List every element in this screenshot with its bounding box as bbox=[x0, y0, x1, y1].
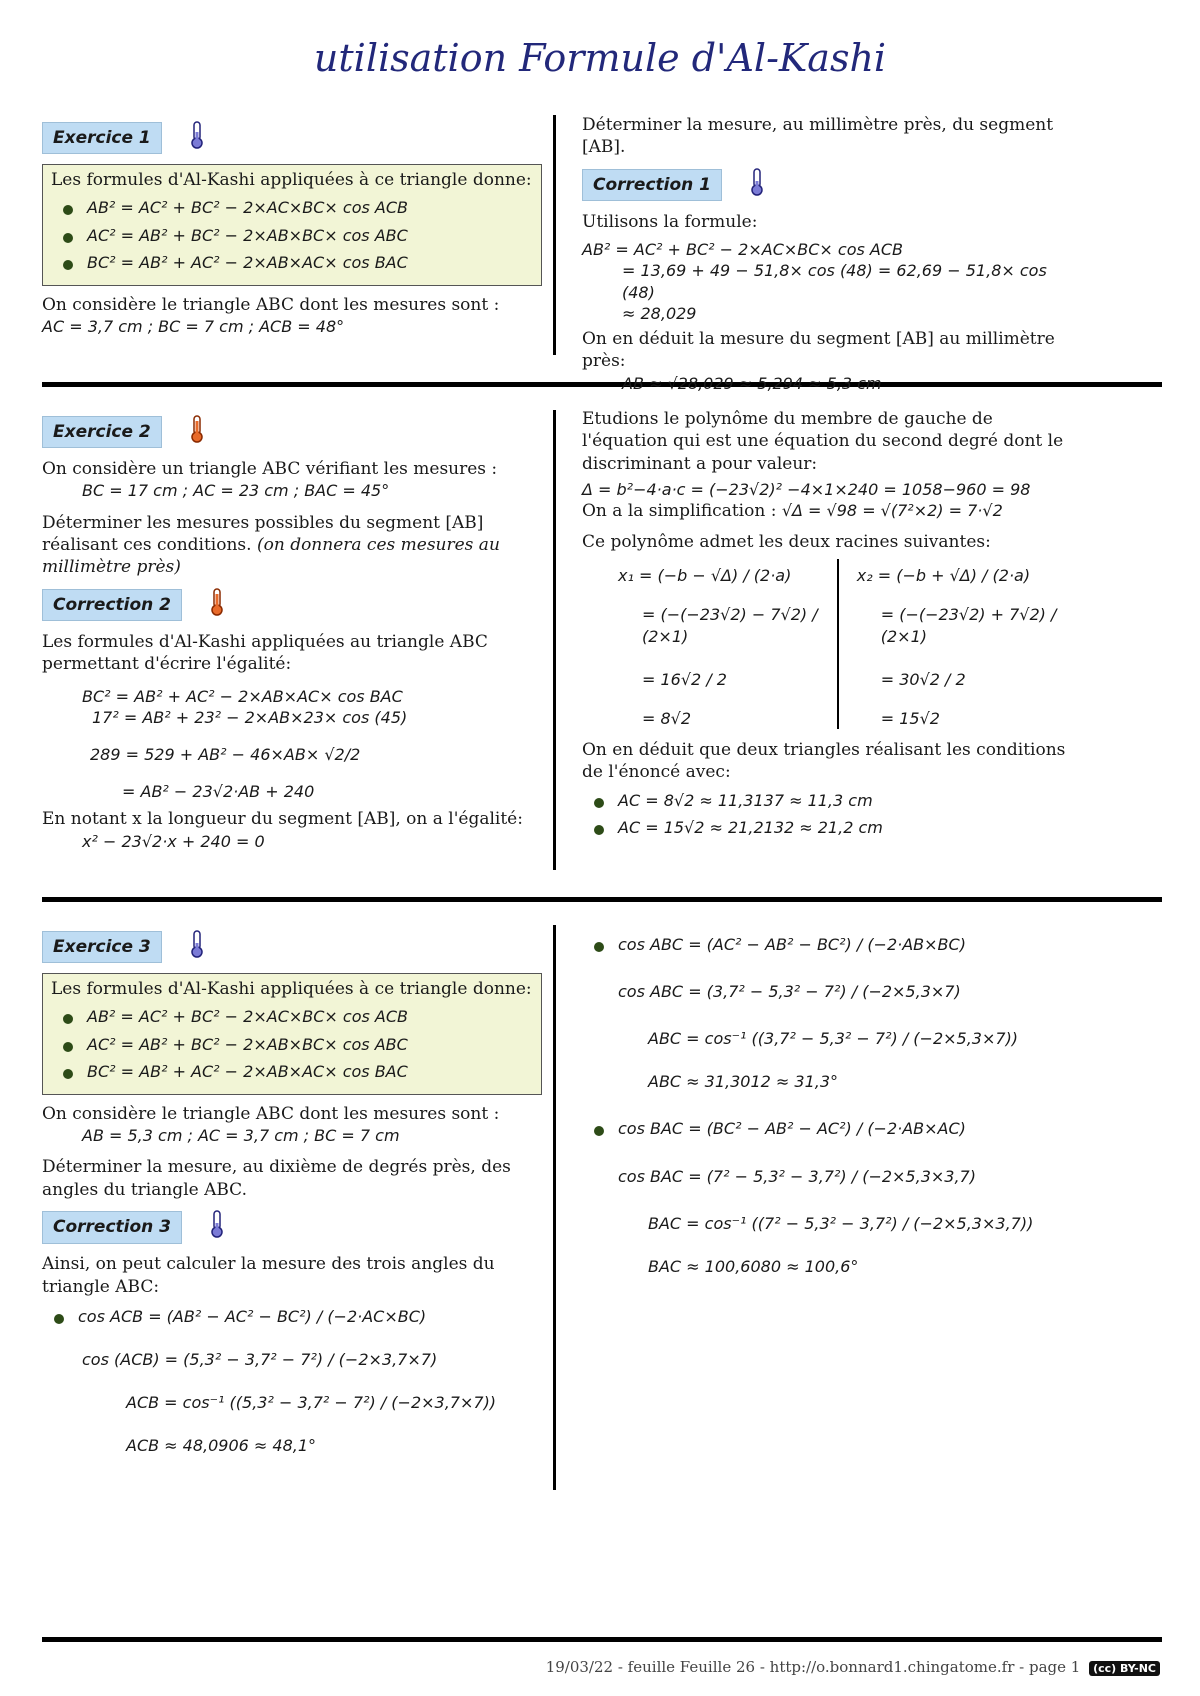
license-badge: (cc) BY-NC bbox=[1089, 1661, 1160, 1676]
exercise-2 bbox=[42, 410, 542, 852]
question: Déterminer les mesures possibles du segment [AB] réalisant ces conditions. bbox=[42, 512, 484, 555]
calc-line: ≈ 28,029 bbox=[622, 303, 697, 323]
consider-text: On considère un triangle ABC vérifiant les mesures : bbox=[42, 459, 498, 479]
exercise-1-tag: Exercice 1 bbox=[42, 122, 162, 154]
equation: x² − 23√2·x + 240 = 0 bbox=[82, 831, 265, 851]
footer-text: 19/03/22 - feuille Feuille 26 - http://o.bonnard1.chingatome.fr - page 1 bbox=[545, 1658, 1081, 1676]
calc-line: cos ACB = (AB² − AC² − BC²) / (−2·AC×BC) bbox=[54, 1306, 542, 1327]
calc-line: ABC = cos⁻¹ ((3,7² − 5,3² − 7²) / (−2×5,3×7)) bbox=[648, 1029, 1019, 1049]
result-item: AC = 15√2 ≈ 21,2132 ≈ 21,2 cm bbox=[594, 817, 1072, 838]
correction-intro: Ainsi, on peut calculer la mesure des trois angles du triangle ABC: bbox=[42, 1254, 495, 1297]
correction-intro: Utilisons la formule: bbox=[582, 211, 758, 232]
correction-intro: Les formules d'Al-Kashi appliquées au triangle ABC permettant d'écrire l'égalité: bbox=[42, 631, 488, 675]
correction-1 bbox=[582, 114, 1072, 394]
result: AB ≈ √28,029 ≈ 5,294 ≈ 5,3 cm bbox=[622, 373, 882, 393]
thermometer-icon bbox=[189, 414, 205, 450]
section-divider-3 bbox=[42, 1637, 1162, 1642]
correction-3-continued bbox=[582, 928, 1072, 1277]
root-x1 bbox=[582, 559, 839, 729]
formula-item: AC² = AB² + BC² − 2×AB×BC× cos ABC bbox=[63, 1034, 533, 1055]
exercise-3 bbox=[42, 925, 542, 1457]
box-intro: Les formules d'Al-Kashi appliquées à ce triangle donne: bbox=[51, 979, 532, 999]
column-divider-1 bbox=[553, 115, 556, 355]
calc-line: cos BAC = (7² − 5,3² − 3,7²) / (−2×5,3×3,7) bbox=[618, 1166, 976, 1186]
roots-intro: Ce polynôme admet les deux racines suivantes: bbox=[582, 531, 991, 552]
root-line: x₂ = (−b + √Δ) / (2·a) bbox=[856, 566, 1031, 586]
deduce-text: On en déduit la mesure du segment [AB] au millimètre près: bbox=[582, 328, 1055, 372]
calc-line: ACB = cos⁻¹ ((5,3² − 3,7² − 7²) / (−2×3,7×7)) bbox=[126, 1393, 497, 1413]
box-intro: Les formules d'Al-Kashi appliquées à ce triangle donne: bbox=[51, 170, 532, 190]
calc-line: 289 = 529 + AB² − 46×AB× √2/2 bbox=[90, 744, 361, 764]
exercise-2-tag: Exercice 2 bbox=[42, 416, 162, 448]
simplification-label: On a la simplification : bbox=[582, 501, 777, 522]
section-divider-2 bbox=[42, 897, 1162, 902]
question-note: (on donnera ces mesures au millimètre près) bbox=[42, 534, 500, 578]
calc-line: BAC ≈ 100,6080 ≈ 100,6° bbox=[648, 1256, 859, 1276]
root-line: = 15√2 bbox=[880, 708, 940, 728]
calc-line: cos BAC = (BC² − AB² − AC²) / (−2·AB×AC) bbox=[594, 1118, 1072, 1139]
calc-line: AB² = AC² + BC² − 2×AC×BC× cos ACB bbox=[582, 240, 904, 260]
thermometer-icon bbox=[189, 929, 205, 965]
exercise-3-tag: Exercice 3 bbox=[42, 931, 162, 963]
correction-2-tag: Correction 2 bbox=[42, 589, 182, 621]
formula-item: BC² = AB² + AC² − 2×AB×AC× cos BAC bbox=[63, 252, 533, 273]
page-title: utilisation Formule d'Al-Kashi bbox=[313, 36, 887, 80]
correction-1-tag: Correction 1 bbox=[582, 169, 722, 201]
formula-item: BC² = AB² + AC² − 2×AB×AC× cos BAC bbox=[63, 1061, 533, 1082]
footer bbox=[0, 1658, 1160, 1676]
formulas-box bbox=[42, 164, 542, 286]
root-line: = (−(−23√2) + 7√2) / (2×1) bbox=[880, 605, 1057, 646]
exercise-1 bbox=[42, 116, 542, 337]
root-line: = (−(−23√2) − 7√2) / (2×1) bbox=[642, 605, 818, 646]
thermometer-icon bbox=[749, 167, 765, 203]
calc-line: cos ABC = (3,7² − 5,3² − 7²) / (−2×5,3×7) bbox=[618, 982, 961, 1002]
consider-text: On considère le triangle ABC dont les mesures sont : bbox=[42, 294, 500, 315]
root-line: = 30√2 / 2 bbox=[880, 669, 966, 689]
thermometer-icon bbox=[189, 120, 205, 156]
delta: Δ = b²−4·a·c = (−23√2)² −4×1×240 = 1058−960 = 98 bbox=[582, 480, 1031, 500]
column-divider-2 bbox=[553, 410, 556, 870]
calc-line: BC² = AB² + AC² − 2×AB×AC× cos BAC bbox=[82, 686, 403, 706]
study-text: Etudions le polynôme du membre de gauche de l'équation qui est une équation du second degré dont le discriminant a pour valeur: bbox=[582, 409, 1064, 474]
calc-line: BAC = cos⁻¹ ((7² − 5,3² − 3,7²) / (−2×5,3×3,7)) bbox=[648, 1213, 1034, 1233]
formula-item: AB² = AC² + BC² − 2×AC×BC× cos ACB bbox=[63, 1006, 533, 1027]
root-line: x₁ = (−b − √Δ) / (2·a) bbox=[618, 566, 792, 586]
correction-3-tag: Correction 3 bbox=[42, 1211, 182, 1243]
calc-line: cos (ACB) = (5,3² − 3,7² − 7²) / (−2×3,7×7) bbox=[82, 1350, 438, 1370]
measures: BC = 17 cm ; AC = 23 cm ; BAC = 45° bbox=[82, 481, 390, 501]
formula-item: AC² = AB² + BC² − 2×AB×BC× cos ABC bbox=[63, 225, 533, 246]
root-line: = 16√2 / 2 bbox=[642, 669, 727, 689]
result-item: AC = 8√2 ≈ 11,3137 ≈ 11,3 cm bbox=[594, 790, 1072, 811]
thermometer-icon bbox=[209, 1209, 225, 1245]
thermometer-icon bbox=[209, 587, 225, 623]
conclude-text: On en déduit que deux triangles réalisant les conditions de l'énoncé avec: bbox=[582, 739, 1066, 783]
question: Déterminer la mesure, au dixième de degrés près, des angles du triangle ABC. bbox=[42, 1157, 511, 1200]
calc-line: ABC ≈ 31,3012 ≈ 31,3° bbox=[648, 1072, 839, 1092]
column-divider-3 bbox=[553, 925, 556, 1490]
calc-line: ACB ≈ 48,0906 ≈ 48,1° bbox=[126, 1436, 317, 1456]
calc-line: = 13,69 + 49 − 51,8× cos (48) = 62,69 − 51,8× cos (48) bbox=[622, 261, 1047, 302]
correction-2-continued bbox=[582, 408, 1072, 844]
calc-line: = AB² − 23√2·AB + 240 bbox=[122, 782, 315, 802]
consider-text: On considère le triangle ABC dont les mesures sont : bbox=[42, 1103, 500, 1124]
notation-text: En notant x la longueur du segment [AB], on a l'égalité: bbox=[42, 809, 523, 830]
root-x2 bbox=[839, 559, 1072, 729]
measures: AC = 3,7 cm ; BC = 7 cm ; ACB = 48° bbox=[42, 317, 345, 337]
root-line: = 8√2 bbox=[642, 708, 692, 728]
calc-line: 17² = AB² + 23² − 2×AB×23× cos (45) bbox=[92, 707, 408, 727]
calc-line: cos ABC = (AC² − AB² − BC²) / (−2·AB×BC) bbox=[594, 934, 1072, 955]
exercise-1-question: Déterminer la mesure, au millimètre près, du segment [AB]. bbox=[582, 115, 1054, 158]
formulas-box bbox=[42, 973, 542, 1095]
formula-item: AB² = AC² + BC² − 2×AC×BC× cos ACB bbox=[63, 197, 533, 218]
measures: AB = 5,3 cm ; AC = 3,7 cm ; BC = 7 cm bbox=[82, 1126, 400, 1146]
simplification: √Δ = √98 = √(7²×2) = 7·√2 bbox=[781, 501, 1003, 521]
